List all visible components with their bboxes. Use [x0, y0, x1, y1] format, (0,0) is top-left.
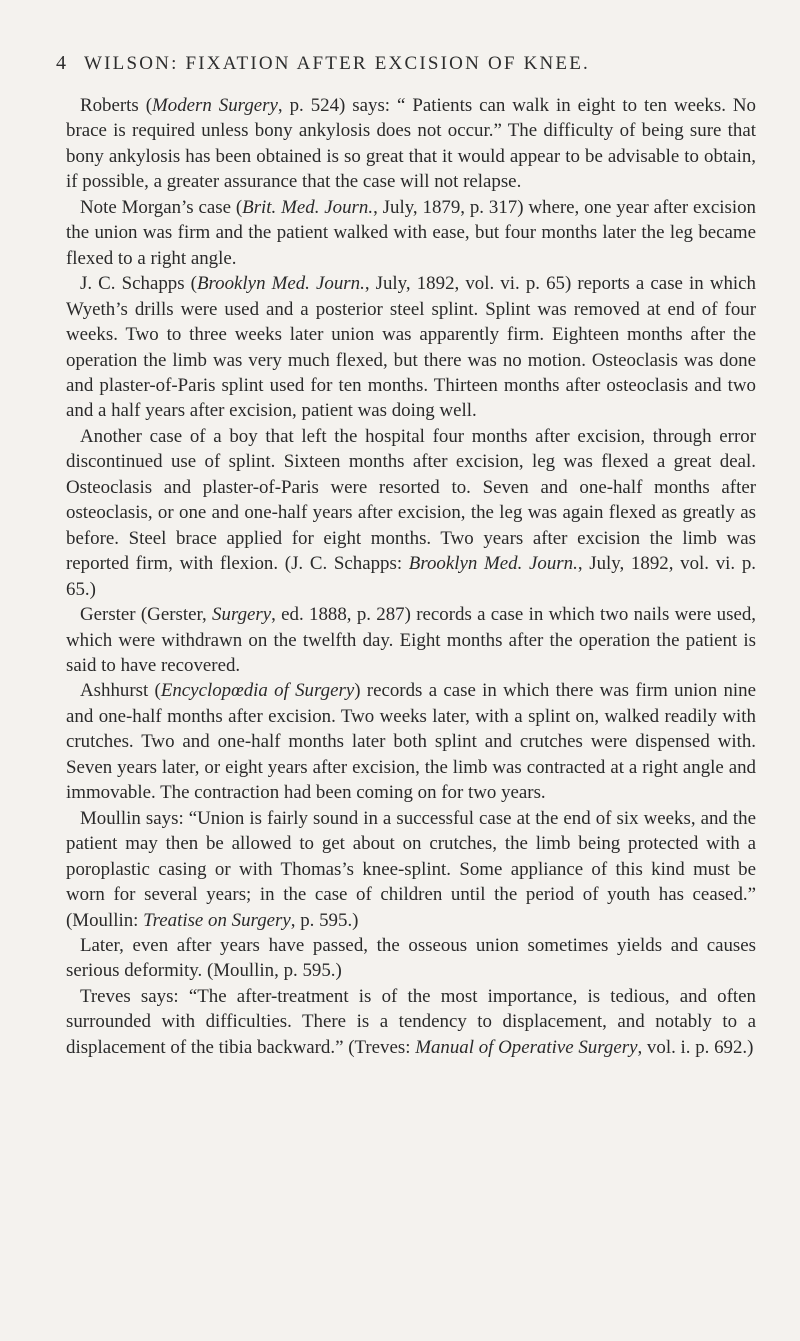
- paragraph-ashhurst: [66, 678, 756, 805]
- text-run: J. C. Schapps (: [80, 273, 197, 295]
- text-run: , July, 1879, p. 317) where, one year after excision the union was firm and the patient walked with ease, but four months later the leg became flexed to a right angle.: [66, 196, 756, 269]
- citation-title: Brooklyn Med. Journ.: [408, 553, 578, 575]
- citation-title: Treatise on Surgery: [143, 909, 291, 931]
- paragraph-later: [66, 933, 756, 984]
- text-run: , July, 1892, vol. vi. p. 65.): [66, 553, 756, 600]
- text-run: Later, even after years have passed, the osseous union sometimes yields and causes serious deformity. (Moullin, p. 595.): [66, 934, 756, 982]
- paragraph-another-case: [66, 424, 756, 602]
- text-run: , p. 595.): [290, 909, 359, 931]
- text-run: , p. 524) says: “ Patients can walk in eight to ten weeks. No brace is required unless bony ankylosis does not occur.” The difficulty of being sure that bony ankylosis has been obtained is so great that it would appear to be advisable to obtain, if possible, a greater assurance that the case will not relapse.: [66, 95, 756, 193]
- text-run: ) records a case in which there was firm union nine and one-half months after excision. Two weeks later, with a splint on, walked readily with crutches. Two and one-half months later both splint and crutches were dispensed with. Seven years later, or eight years after excision, the limb was contracted at a right angle and immovable. The contraction had been coming on for two years.: [66, 680, 756, 804]
- paragraph-schapps: [66, 271, 756, 424]
- text-run: Roberts (: [80, 95, 153, 116]
- text-run: Ashhurst (: [80, 680, 161, 702]
- text-run: Treves says: “The after-treatment is of the most importance, is tedious, and often surrounded with difficulties. There is a tendency to displacement, and notably to a displacement of the tibia backward.” (Treves:: [66, 985, 756, 1058]
- running-title: WILSON: FIXATION AFTER EXCISION OF KNEE.: [84, 53, 590, 74]
- citation-title: Surgery: [212, 604, 272, 626]
- text-run: , ed. 1888, p. 287) records a case in which two nails were used, which were withdrawn on the twelfth day. Eight months after the operation the patient is said to have recovered.: [66, 604, 756, 676]
- text-run: , July, 1892, vol. vi. p. 65) reports a case in which Wyeth’s drills were used and a posterior steel splint. Splint was removed at end of four weeks. Two to three weeks later union was apparently firm. Eighteen months after the operation the limb was very much flexed, but there was no motion. Osteoclasis was done and plaster-of-Paris splint used for ten months. Thirteen months after osteoclasis and two and a half years after excision, patient was doing well.: [66, 273, 756, 422]
- paragraph-treves: [66, 984, 756, 1060]
- running-head: [56, 52, 756, 75]
- citation-title: Brit. Med. Journ.: [242, 196, 374, 218]
- text-run: Another case of a boy that left the hospital four months after excision, through error discontinued use of splint. Sixteen months after excision, leg was flexed a great deal. Osteoclasis and plaster-of-Paris were resorted to. Seven and one-half months after osteoclasis, or one and one-half years after excision, the leg was again flexed as greatly as before. Steel brace applied for eight months. Two years after excision the limb was reported firm, with flexion. (J. C. Schapps:: [66, 425, 756, 575]
- text-run: Moullin says: “Union is fairly sound in a successful case at the end of six weeks, and the patient may then be allowed to get about on crutches, the limb being protected with a poroplastic casing or with Thomas’s knee-splint. Some appliance of this kind must be worn for several years; in the case of children until the period of youth has ceased.” (Moullin:: [66, 807, 756, 931]
- citation-title: Modern Surgery: [152, 95, 278, 116]
- text-run: Gerster (Gerster,: [80, 604, 213, 626]
- text-run: Note Morgan’s case (: [80, 196, 243, 218]
- citation-title: Encyclopœdia of Surgery: [160, 680, 355, 702]
- paragraph-roberts: [66, 93, 756, 195]
- text-run: , vol. i. p. 692.): [637, 1036, 754, 1058]
- paragraph-morgan: [66, 195, 756, 271]
- paragraph-moullin: [66, 806, 756, 933]
- citation-title: Manual of Operative Surgery: [415, 1036, 638, 1058]
- citation-title: Brooklyn Med. Journ.: [196, 273, 365, 295]
- page-number: 4: [56, 52, 66, 74]
- body-text: [66, 93, 756, 1060]
- paragraph-gerster: [66, 602, 756, 678]
